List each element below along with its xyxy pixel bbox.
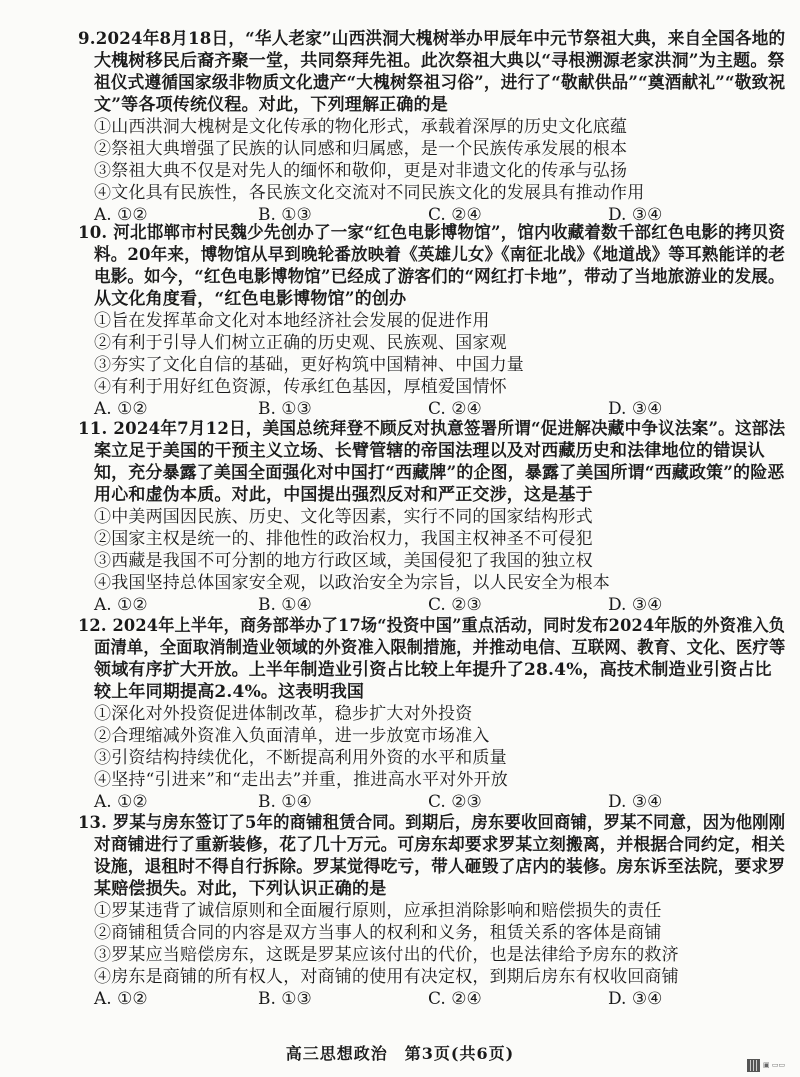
question-stem-line: 某赔偿损失。对此，下列认识正确的是 (94, 879, 387, 899)
question-stem-line: 9.2024年8月18日，“华人老家”山西洪洞大槐树举办甲辰年中元节祭祖大典，来自全国各地的 (78, 29, 786, 49)
question-stem-line: 设施，退租时不得自行拆除。罗某觉得吃亏，带人砸毁了店内的装修。房东诉至法院，要求罗 (94, 857, 786, 877)
statement-option: ③夯实了文化自信的基础，更好构筑中国精神、中国力量 (94, 355, 524, 375)
choice-c[interactable]: C. ②③ (428, 595, 482, 615)
choice-a[interactable]: A. ①② (94, 792, 148, 812)
question-stem-line: 电影。如今，“红色电影博物馆”已经成了游客们的“网红打卡地”，带动了当地旅游业的发展。 (94, 267, 785, 287)
choice-c[interactable]: C. ②④ (428, 205, 482, 225)
question-stem-line: 料。20年来，博物馆从早到晚轮番放映着《英雄儿女》《南征北战》《地道战》等耳熟能详的老 (94, 245, 786, 265)
statement-option: ①旨在发挥革命文化对本地经济社会发展的促进作用 (94, 311, 490, 331)
choice-b[interactable]: B. ①④ (258, 595, 312, 615)
choice-d[interactable]: D. ③④ (608, 399, 663, 419)
choice-a[interactable]: A. ①② (94, 989, 148, 1009)
question-stem-line: 12. 2024年上半年，商务部举办了17场“投资中国”重点活动，同时发布2024年版的外资准入负 (78, 616, 786, 636)
statement-option: ④房东是商铺的所有权人，对商铺的使用有决定权，到期后房东有权收回商铺 (94, 967, 679, 987)
statement-option: ②合理缩减外资准入负面清单，进一步放宽市场准入 (94, 726, 490, 746)
choice-b[interactable]: B. ①③ (258, 399, 312, 419)
statement-option: ①山西洪洞大槐树是文化传承的物化形式，承载着深厚的历史文化底蕴 (94, 117, 628, 137)
qr-code-icon (747, 1059, 760, 1072)
choice-d[interactable]: D. ③④ (608, 205, 663, 225)
choice-d[interactable]: D. ③④ (608, 595, 663, 615)
question-stem-line: 10. 河北邯郸市村民魏少先创办了一家“红色电影博物馆”，馆内收藏着数千部红色电影的拷贝资 (78, 223, 786, 243)
question-stem-line: 面清单，全面取消制造业领域的外资准入限制措施，并推动电信、互联网、教育、文化、医疗等 (94, 638, 786, 658)
watermark-logo-icon: ▣ ▭▭ (763, 1061, 786, 1069)
choice-a[interactable]: A. ①② (94, 399, 148, 419)
choice-a[interactable]: A. ①② (94, 595, 148, 615)
question-stem-line: 用心和虚伪本质。对此，中国提出强烈反对和严正交涉，这是基于 (94, 485, 593, 505)
choice-c[interactable]: C. ②④ (428, 989, 482, 1009)
question-stem-line: 对商铺进行了重新装修，花了几十万元。可房东却要求罗某立刻搬离，并根据合同约定，相关 (94, 835, 786, 855)
statement-option: ①罗某违背了诚信原则和全面履行原则，应承担消除影响和赔偿损失的责任 (94, 901, 662, 921)
statement-option: ③西藏是我国不可分割的地方行政区域，美国侵犯了我国的独立权 (94, 551, 593, 571)
statement-option: ③祭祖大典不仅是对先人的缅怀和敬仰，更是对非遗文化的传承与弘扬 (94, 161, 628, 181)
question-stem-line: 13. 罗某与房东签订了5年的商铺租赁合同。到期后，房东要收回商铺，罗某不同意，因为他刚刚 (78, 813, 786, 833)
question-stem-line: 案立足于美国的干预主义立场、长臂管辖的帝国法理以及对西藏历史和法律地位的错误认 (94, 441, 765, 461)
choice-d[interactable]: D. ③④ (608, 792, 663, 812)
choice-b[interactable]: B. ①④ (258, 792, 312, 812)
choice-c[interactable]: C. ②③ (428, 792, 482, 812)
statement-option: ②祭祖大典增强了民族的认同感和归属感，是一个民族传承发展的根本 (94, 139, 628, 159)
choice-a[interactable]: A. ①② (94, 205, 148, 225)
statement-option: ②有利于引导人们树立正确的历史观、民族观、国家观 (94, 333, 507, 353)
question-stem-line: 知，充分暴露了美国全面强化对中国打“西藏牌”的企图，暴露了美国所谓“西藏政策”的险恶 (94, 463, 785, 483)
statement-option: ④坚持“引进来”和“走出去”并重，推进高水平对外开放 (94, 770, 508, 790)
statement-option: ①中美两国因民族、历史、文化等因素，实行不同的国家结构形式 (94, 507, 593, 527)
choice-d[interactable]: D. ③④ (608, 989, 663, 1009)
question-stem-line: 较上年同期提高2.4%。这表明我国 (94, 682, 365, 702)
statement-option: ④文化具有民族性，各民族文化交流对不同民族文化的发展具有推动作用 (94, 183, 645, 203)
statement-option: ②商铺租赁合同的内容是双方当事人的权利和义务，租赁关系的客体是商铺 (94, 923, 662, 943)
question-stem-line: 文”等各项传统仪程。对此，下列理解正确的是 (94, 95, 448, 115)
statement-option: ④我国坚持总体国家安全观，以政治安全为宗旨，以人民安全为根本 (94, 573, 610, 593)
question-stem-line: 大槐树移民后裔齐聚一堂，共同祭拜先祖。此次祭祖大典以“寻根溯源老家洪洞”为主题。祭 (94, 51, 785, 71)
question-stem-line: 祖仪式遵循国家级非物质文化遗产“大槐树祭祖习俗”，进行了“敬献供品”“奠酒献礼”“敬致祝 (94, 73, 786, 93)
scanner-watermark (747, 1059, 797, 1071)
question-stem-line: 从文化角度看，“红色电影博物馆”的创办 (94, 289, 407, 309)
statement-option: ①深化对外投资促进体制改革，稳步扩大对外投资 (94, 704, 473, 724)
question-stem-line: 领域有序扩大开放。上半年制造业引资占比较上年提升了28.4%，高技术制造业引资占比 (94, 660, 772, 680)
choice-c[interactable]: C. ②④ (428, 399, 482, 419)
choice-b[interactable]: B. ①③ (258, 205, 312, 225)
statement-option: ③罗某应当赔偿房东，这既是罗某应该付出的代价，也是法律给予房东的救济 (94, 945, 679, 965)
question-stem-line: 11. 2024年7月12日，美国总统拜登不顾反对执意签署所谓“促进解决藏中争议法案”。这部法 (78, 419, 786, 439)
statement-option: ②国家主权是统一的、排他性的政治权力，我国主权神圣不可侵犯 (94, 529, 593, 549)
choice-b[interactable]: B. ①③ (258, 989, 312, 1009)
statement-option: ④有利于用好红色资源，传承红色基因，厚植爱国情怀 (94, 377, 507, 397)
page-footer: 高三思想政治 第3页(共6页) (285, 1044, 515, 1063)
statement-option: ③引资结构持续优化，不断提高利用外资的水平和质量 (94, 748, 507, 768)
